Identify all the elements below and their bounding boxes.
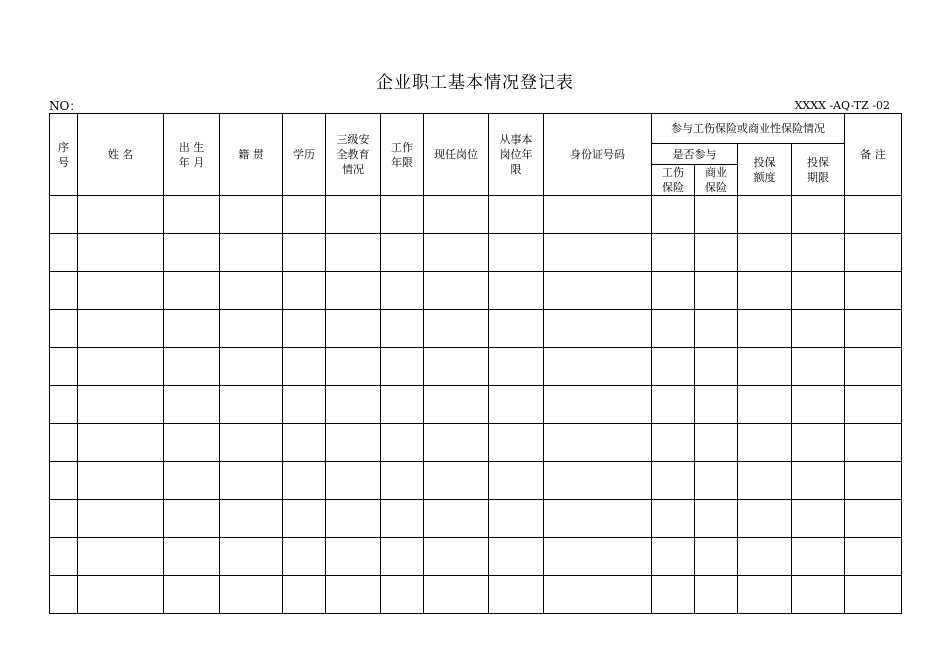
table-cell[interactable] [738, 424, 792, 462]
table-cell[interactable] [792, 348, 845, 386]
header-birth: 出 生 年 月 [164, 114, 220, 196]
table-cell[interactable] [845, 272, 902, 310]
table-cell[interactable] [652, 424, 695, 462]
table-cell[interactable] [424, 272, 489, 310]
table-cell[interactable] [220, 576, 283, 614]
table-cell[interactable] [792, 500, 845, 538]
table-cell[interactable] [695, 234, 738, 272]
table-cell[interactable] [544, 424, 652, 462]
table-cell[interactable] [220, 424, 283, 462]
table-cell[interactable] [845, 500, 902, 538]
table-cell[interactable] [381, 234, 424, 272]
table-cell[interactable] [792, 196, 845, 234]
table-cell[interactable] [326, 500, 381, 538]
table-cell[interactable] [220, 272, 283, 310]
table-cell[interactable] [695, 538, 738, 576]
table-cell[interactable] [738, 272, 792, 310]
table-cell[interactable] [489, 462, 544, 500]
table-cell[interactable] [424, 310, 489, 348]
table-cell[interactable] [652, 310, 695, 348]
table-cell[interactable] [381, 272, 424, 310]
table-cell[interactable] [283, 424, 326, 462]
table-cell[interactable] [424, 576, 489, 614]
table-cell[interactable] [424, 348, 489, 386]
table-row [50, 576, 902, 614]
table-cell[interactable] [381, 538, 424, 576]
table-cell[interactable] [424, 424, 489, 462]
table-cell[interactable] [544, 348, 652, 386]
table-cell[interactable] [283, 348, 326, 386]
table-cell[interactable] [283, 310, 326, 348]
table-cell[interactable] [489, 500, 544, 538]
table-cell[interactable] [78, 462, 164, 500]
table-cell[interactable] [326, 348, 381, 386]
table-cell[interactable] [424, 500, 489, 538]
header-post-years: 从事本 岗位年 限 [489, 114, 544, 196]
header-current-post: 现任岗位 [424, 114, 489, 196]
table-cell[interactable] [845, 424, 902, 462]
table-cell[interactable] [283, 386, 326, 424]
table-cell[interactable] [164, 196, 220, 234]
table-cell[interactable] [489, 424, 544, 462]
table-cell[interactable] [652, 538, 695, 576]
table-cell[interactable] [489, 272, 544, 310]
table-cell[interactable] [326, 386, 381, 424]
table-cell[interactable] [220, 348, 283, 386]
table-cell[interactable] [164, 576, 220, 614]
table-cell[interactable] [164, 500, 220, 538]
table-cell[interactable] [695, 310, 738, 348]
table-row [50, 272, 902, 310]
table-cell[interactable] [544, 500, 652, 538]
table-row [50, 386, 902, 424]
table-cell[interactable] [792, 386, 845, 424]
table-cell[interactable] [792, 424, 845, 462]
table-cell[interactable] [845, 386, 902, 424]
table-cell[interactable] [381, 196, 424, 234]
table-cell[interactable] [424, 196, 489, 234]
table-cell[interactable] [792, 310, 845, 348]
header-row [50, 114, 902, 144]
table-cell[interactable] [489, 576, 544, 614]
header-work-years: 工作 年限 [381, 114, 424, 196]
table-cell[interactable] [652, 272, 695, 310]
table-cell[interactable] [738, 196, 792, 234]
table-cell[interactable] [738, 576, 792, 614]
table-cell[interactable] [78, 576, 164, 614]
table-cell[interactable] [792, 234, 845, 272]
header-name: 姓 名 [78, 114, 164, 196]
header-seq: 序 号 [50, 114, 78, 196]
table-cell[interactable] [381, 348, 424, 386]
table-cell[interactable] [164, 386, 220, 424]
table-cell[interactable] [652, 234, 695, 272]
table-cell[interactable] [50, 272, 78, 310]
table-cell[interactable] [489, 348, 544, 386]
table-cell[interactable] [845, 196, 902, 234]
table-cell[interactable] [164, 348, 220, 386]
table-cell[interactable] [845, 310, 902, 348]
table-row [50, 348, 902, 386]
table-cell[interactable] [695, 462, 738, 500]
table-cell[interactable] [652, 196, 695, 234]
table-cell[interactable] [50, 576, 78, 614]
table-cell[interactable] [326, 576, 381, 614]
table-cell[interactable] [381, 576, 424, 614]
table-cell[interactable] [489, 310, 544, 348]
table-cell[interactable] [792, 272, 845, 310]
employee-register-table [49, 113, 902, 614]
table-cell[interactable] [220, 196, 283, 234]
table-cell[interactable] [326, 310, 381, 348]
table-cell[interactable] [489, 386, 544, 424]
header-work-injury-insurance: 工伤 保险 [652, 165, 695, 196]
table-cell[interactable] [695, 272, 738, 310]
header-insured-amount: 投保 额度 [738, 144, 792, 196]
page-title: 企业职工基本情况登记表 [376, 73, 574, 93]
table-cell[interactable] [792, 462, 845, 500]
table-cell[interactable] [544, 310, 652, 348]
table-cell[interactable] [164, 462, 220, 500]
header-id-number: 身份证号码 [544, 114, 652, 196]
table-cell[interactable] [738, 348, 792, 386]
table-cell[interactable] [738, 310, 792, 348]
table-cell[interactable] [283, 196, 326, 234]
table-cell[interactable] [652, 462, 695, 500]
table-cell[interactable] [220, 310, 283, 348]
table-row [50, 424, 902, 462]
table-cell[interactable] [164, 424, 220, 462]
header-education: 学历 [283, 114, 326, 196]
table-cell[interactable] [50, 500, 78, 538]
table-cell[interactable] [845, 462, 902, 500]
table-cell[interactable] [50, 424, 78, 462]
table-cell[interactable] [381, 500, 424, 538]
table-cell[interactable] [544, 576, 652, 614]
table-cell[interactable] [164, 310, 220, 348]
table-cell[interactable] [489, 234, 544, 272]
table-cell[interactable] [78, 196, 164, 234]
table-cell[interactable] [50, 310, 78, 348]
table-cell[interactable] [50, 538, 78, 576]
table-cell[interactable] [220, 234, 283, 272]
table-row [50, 538, 902, 576]
table-cell[interactable] [695, 424, 738, 462]
table-cell[interactable] [381, 386, 424, 424]
table-cell[interactable] [738, 538, 792, 576]
table-cell[interactable] [78, 310, 164, 348]
table-cell[interactable] [845, 538, 902, 576]
table-cell[interactable] [381, 424, 424, 462]
table-cell[interactable] [792, 538, 845, 576]
table-row [50, 462, 902, 500]
table-cell[interactable] [283, 576, 326, 614]
table-cell[interactable] [695, 386, 738, 424]
table-cell[interactable] [326, 272, 381, 310]
table-cell[interactable] [792, 576, 845, 614]
table-cell[interactable] [424, 538, 489, 576]
table-cell[interactable] [283, 538, 326, 576]
header-remarks: 备 注 [845, 114, 902, 196]
table-cell[interactable] [544, 538, 652, 576]
table-cell[interactable] [544, 386, 652, 424]
table-cell[interactable] [50, 348, 78, 386]
table-row [50, 196, 902, 234]
table-cell[interactable] [78, 424, 164, 462]
table-cell[interactable] [695, 500, 738, 538]
table-cell[interactable] [695, 196, 738, 234]
table-cell[interactable] [78, 348, 164, 386]
table-cell[interactable] [326, 234, 381, 272]
table-cell[interactable] [738, 386, 792, 424]
table-cell[interactable] [220, 462, 283, 500]
table-cell[interactable] [424, 386, 489, 424]
table-cell[interactable] [164, 234, 220, 272]
table-cell[interactable] [50, 196, 78, 234]
table-cell[interactable] [283, 500, 326, 538]
table-cell[interactable] [164, 538, 220, 576]
table-cell[interactable] [283, 234, 326, 272]
table-cell[interactable] [78, 234, 164, 272]
table-cell[interactable] [220, 538, 283, 576]
table-cell[interactable] [326, 538, 381, 576]
table-cell[interactable] [738, 500, 792, 538]
table-cell[interactable] [283, 272, 326, 310]
table-cell[interactable] [50, 386, 78, 424]
table-cell[interactable] [424, 462, 489, 500]
table-cell[interactable] [164, 272, 220, 310]
header-participate: 是否参与 [652, 144, 738, 165]
table-cell[interactable] [50, 462, 78, 500]
table-cell[interactable] [326, 462, 381, 500]
table-row [50, 234, 902, 272]
header-insured-period: 投保 期限 [792, 144, 845, 196]
table-cell[interactable] [845, 348, 902, 386]
table-cell[interactable] [78, 386, 164, 424]
table-cell[interactable] [544, 462, 652, 500]
number-label: NO： [49, 99, 82, 113]
table-cell[interactable] [652, 576, 695, 614]
table-cell[interactable] [738, 462, 792, 500]
table-cell[interactable] [220, 500, 283, 538]
table-cell[interactable] [544, 272, 652, 310]
table-row [50, 500, 902, 538]
table-cell[interactable] [326, 424, 381, 462]
table-cell[interactable] [695, 348, 738, 386]
table-cell[interactable] [78, 500, 164, 538]
table-cell[interactable] [50, 234, 78, 272]
table-cell[interactable] [738, 234, 792, 272]
table-cell[interactable] [489, 538, 544, 576]
table-cell[interactable] [381, 462, 424, 500]
table-cell[interactable] [283, 462, 326, 500]
table-cell[interactable] [489, 196, 544, 234]
table-cell[interactable] [652, 386, 695, 424]
table-cell[interactable] [652, 348, 695, 386]
document-code: XXXX -AQ-TZ -02 [794, 99, 890, 112]
table-cell[interactable] [652, 500, 695, 538]
table-cell[interactable] [845, 576, 902, 614]
table-cell[interactable] [381, 310, 424, 348]
table-cell[interactable] [544, 196, 652, 234]
table-cell[interactable] [220, 386, 283, 424]
table-cell[interactable] [326, 196, 381, 234]
header-origin: 籍 贯 [220, 114, 283, 196]
header-commercial-insurance: 商业 保险 [695, 165, 738, 196]
table-row [50, 310, 902, 348]
table-cell[interactable] [544, 234, 652, 272]
table-cell[interactable] [845, 234, 902, 272]
header-insurance-group: 参与工伤保险或商业性保险情况 [652, 114, 845, 144]
table-cell[interactable] [695, 576, 738, 614]
table-cell[interactable] [78, 272, 164, 310]
table-cell[interactable] [78, 538, 164, 576]
table-cell[interactable] [424, 234, 489, 272]
header-safety-education: 三级安 全教育 情况 [326, 114, 381, 196]
